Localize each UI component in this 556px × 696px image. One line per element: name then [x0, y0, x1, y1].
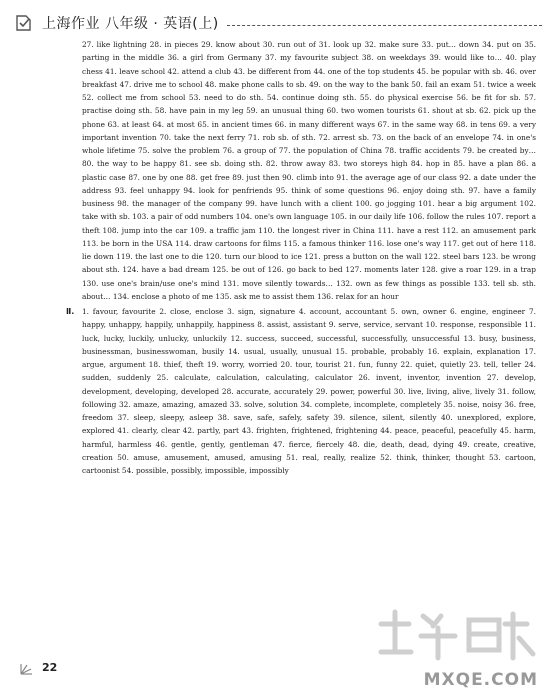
section-2-answers	[66, 305, 536, 477]
answer-content	[66, 38, 536, 477]
section-1-answers: 27. like lightning 28. in pieces 29. know about 30. run out of 31. look up 32. make sure 33. put… down 34. put on 35. parting in the middle 36. a girl from Germany 37. my favourite subject 38. on weekdays 39. would like to… 40. play chess 41. leave school 42. attend a club 43. be different from 44. one of the top students 45. be popular with sb. 46. over breakfast 47. drive me to school 48. make phone calls to sb. 49. on the way to the bank 50. fail an exam 51. twice a week 52. collect me from school 53. need to do sth. 54. continue doing sth. 55. do physical exercise 56. be fit for sb. 57. practise doing sth. 58. have pain in my leg 59. an unusual thing 60. two women tourists 61. shout at sb. 62. pick up the phone 63. at least 64. at most 65. in ancient times 66. in many different ways 67. in the same way 68. in tens 69. a very important invention 70. take the next ferry 71. rob sb. of sth. 72. arrest sb. 73. on the back of an envelope 74. in one's whole lifetime 75. solve the problem 76. a group of 77. the population of China 78. traffic accidents 79. be created by… 80. the way to be happy 81. see sb. doing sth. 82. throw away 83. two storeys high 84. hop in 85. have a plan 86. a plastic case 87. one by one 88. get free 89. just then 90. climb into 91. the average age of our class 92. a date under the address 93. feel unhappy 94. look for penfriends 95. think of some questions 96. enjoy doing sth. 97. have a family business 98. the manager of the company 99. have lunch with a client 100. go jogging 101. hear a big argument 102. take with sb. 103. a pair of odd numbers 104. one's own language 105. in our daily life 106. follow the rules 107. report a theft 108. jump into the car 109. a traffic jam 110. the longest river in China 111. have a rest 112. an amusement park 113. be born in the USA 114. draw cartoons for films 115. a famous thinker 116. lose one's way 117. get out of here 118. lie down 119. the last one to die 120. turn our blood to ice 121. press a button on the wall 122. steel bars 123. be wrong about sth. 124. have a bad dream 125. be out of 126. go back to bed 127. moments later 128. give a roar 129. in a trap 130. use one's brain/use one's mind 131. move silently towards… 132. own as few things as possible 133. tell sb. sth. about… 134. enclose a photo of me 135. ask me to assist them 136. relax for an hour	[82, 40, 536, 301]
page-number-area	[18, 658, 57, 676]
page-number: 22	[42, 660, 58, 674]
logo-icon	[14, 14, 36, 32]
watermark-url: MXQE.COM	[423, 670, 538, 690]
header-divider	[227, 25, 542, 26]
section-2-label: Ⅱ.	[66, 307, 75, 316]
sunburst-icon	[18, 658, 40, 676]
page-title: 上海作业 八年级 · 英语(上)	[42, 16, 219, 32]
section-2-text: 1. favour, favourite 2. close, enclose 3. sign, signature 4. account, accountant 5. own, owner 6. engine, engineer 7. happy, unhappy, happily, unhappily, happiness 8. assist, assistant 9. serve, service, servant 10. response, responsible 11. luck, lucky, luckily, unlucky, unluckily 12. success, succeed, successful, successfully, unsuccessful 13. busy, business, businessman, businesswoman, busily 14. usual, usually, unusual 15. probable, probably 16. explain, explanation 17. argue, argument 18. thief, theft 19. worry, worried 20. tour, tourist 21. fun, funny 22. quiet, quietly 23. tell, teller 24. sudden, suddenly 25. calculate, calculation, calculating, calculator 26. invent, inventor, invention 27. develop, development, developing, developed 28. accurate, accurately 29. power, powerful 30. live, living, alive, lively 31. follow, following 32. amaze, amazing, amazed 33. solve, solution 34. complete, incomplete, completely 35. noise, noisy 36. free, freedom 37. sleep, sleepy, asleep 38. save, safe, safely, safety 39. silence, silent, silently 40. unexplored, explore, explored 41. clearly, clear 42. partly, part 43. frighten, frightened, frightening 44. peace, peaceful, peacefully 45. harm, harmful, harmless 46. gentle, gently, gentleman 47. fierce, fiercely 48. die, death, dead, dying 49. create, creative, creation 50. amuse, amusement, amused, amusing 51. real, really, realize 52. think, thinker, thought 53. cartoon, cartoonist 54. possible, possibly, impossible, impossibly	[82, 307, 536, 475]
page-header	[14, 12, 542, 34]
